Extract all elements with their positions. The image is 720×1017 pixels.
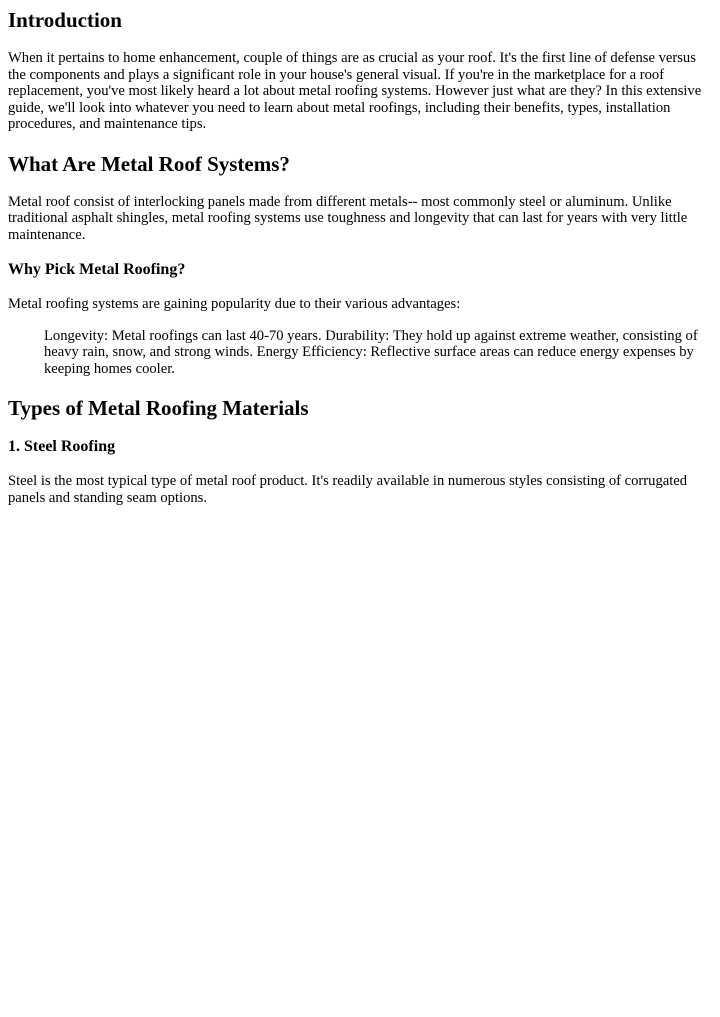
why-paragraph: Metal roofing systems are gaining popularity due to their various advantages: [8, 296, 461, 312]
what-paragraph: Metal roof consist of interlocking panels made from different metals-- most commonly steel or aluminum. Unlike traditional asphalt shingles, metal roofing systems use toughness and longevity that can last for years with very little maintenance. [8, 193, 688, 243]
intro-paragraph: When it pertains to home enhancement, couple of things are as crucial as your roof. It's the first line of defense versus the components and plays a significant role in your house's general visual. If you're in the marketplace for a roof replacement, you've most likely heard a lot about metal roofing systems. However just what are they? In this extensive guide, we'll look into whatever you need to learn about metal roofings, including their benefits, types, installation procedures, and maintenance tips. [8, 50, 702, 132]
steel-heading: 1. Steel Roofing [8, 438, 116, 455]
advantages-quote: Longevity: Metal roofings can last 40-70 years. Durability: They hold up against extreme weather, consisting of heavy rain, snow, and strong winds. Energy Efficiency: Reflective surface areas can reduce energy expenses by keeping homes cooler. [44, 327, 698, 377]
why-heading: Why Pick Metal Roofing? [8, 261, 186, 278]
what-heading: What Are Metal Roof Systems? [8, 151, 290, 176]
intro-heading: Introduction [8, 8, 122, 32]
steel-paragraph: Steel is the most typical type of metal roof product. It's readily available in numerous styles consisting of corrugated panels and standing seam options. [8, 473, 688, 506]
types-heading: Types of Metal Roofing Materials [8, 396, 309, 420]
article [0, 0, 712, 506]
